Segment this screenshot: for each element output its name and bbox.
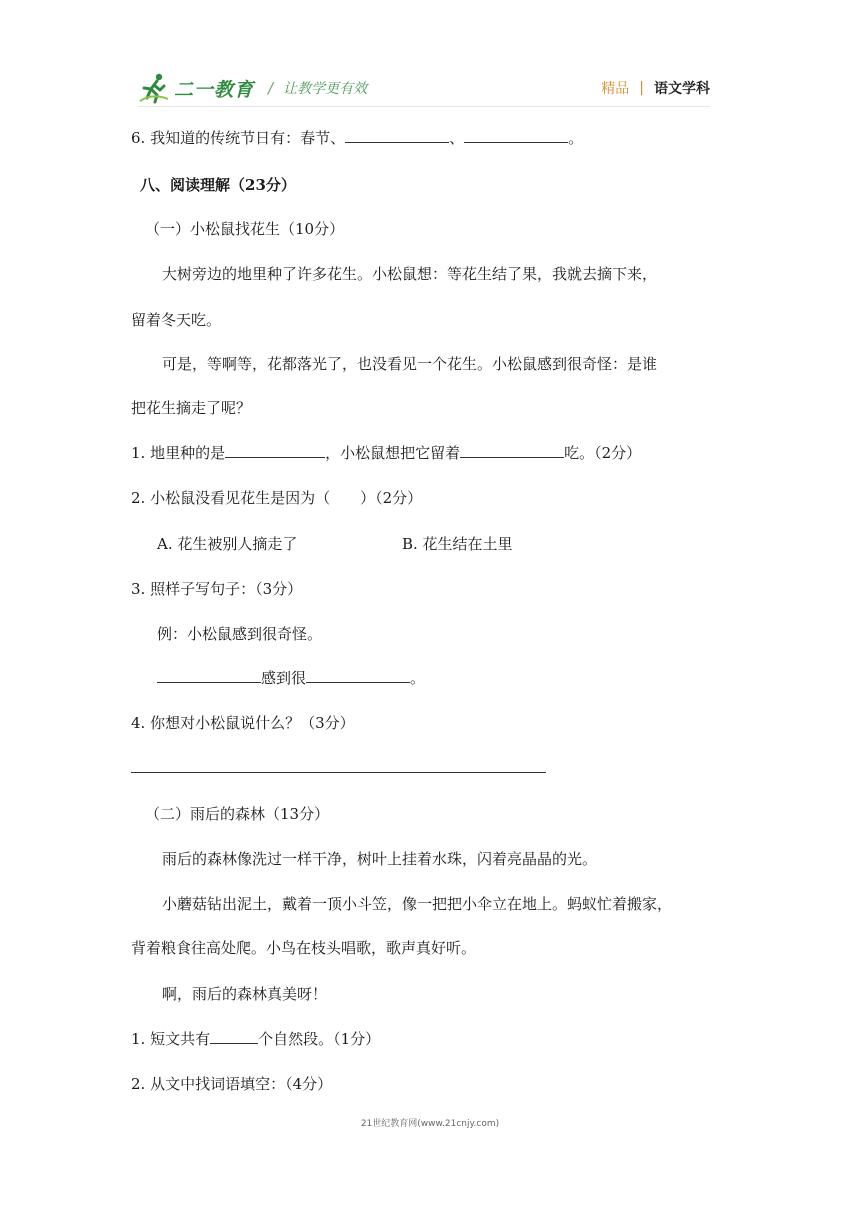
subject-label: 语文学科 — [654, 81, 710, 97]
q3-answer-line — [157, 668, 425, 688]
q1-blank-1[interactable] — [225, 443, 325, 458]
q1-prefix: 1. 地里种的是 — [131, 444, 226, 462]
header-rule — [138, 106, 710, 107]
p2q1-end: 个自然段。（1分） — [258, 1030, 381, 1048]
question-6 — [131, 128, 583, 148]
part-1-question-1 — [131, 443, 641, 463]
q6-blank-1[interactable] — [345, 128, 449, 143]
q3-blank-2[interactable] — [306, 668, 410, 683]
passage-2-para-2-line-1: 小蘑菇钻出泥土，戴着一顶小斗笠，像一把把小伞立在地上。蚂蚁忙着搬家， — [162, 895, 673, 913]
q3-mid: 感到很 — [261, 669, 307, 687]
q6-blank-2[interactable] — [464, 128, 568, 143]
passage-1-para-1-line-1: 大树旁边的地里种了许多花生。小松鼠想：等花生结了果，我就去摘下来， — [162, 265, 658, 283]
page-footer: 21世纪教育网(www.21cnjy.com) — [360, 1119, 500, 1129]
q6-prefix: 6. 我知道的传统节日有：春节、 — [131, 129, 346, 147]
part-1-title: （一）小松鼠找花生（10分） — [145, 220, 345, 238]
passage-1-para-2-line-2: 把花生摘走了呢？ — [131, 399, 252, 417]
q3-end: 。 — [410, 669, 426, 687]
q1-mid: ，小松鼠想把它留着 — [325, 444, 461, 462]
passage-2-para-1: 雨后的森林像洗过一样干净，树叶上挂着水珠，闪着亮晶晶的光。 — [162, 850, 598, 868]
option-b[interactable]: B. 花生结在土里 — [402, 535, 513, 553]
section-8-title: 八、阅读理解（23分） — [140, 176, 296, 194]
part-1-question-2: 2. 小松鼠没看见花生是因为（ ）（2分） — [131, 489, 423, 507]
p2q1-prefix: 1. 短文共有 — [131, 1030, 211, 1048]
part-2-title: （二）雨后的森林（13分） — [145, 805, 330, 823]
q1-end: 吃。（2分） — [564, 444, 642, 462]
slogan: 让教学更有效 — [283, 81, 368, 97]
q1-blank-2[interactable] — [460, 443, 564, 458]
quality-label: 精品 — [601, 81, 630, 97]
header-divider: | — [639, 80, 644, 96]
passage-1-para-1-line-2: 留着冬天吃。 — [131, 311, 222, 329]
header-right — [601, 78, 710, 98]
part-1-question-4: 4. 你想对小松鼠说什么？（3分） — [131, 714, 355, 732]
header-separator: / — [268, 79, 274, 97]
passage-2-para-2-line-2: 背着粮食往高处爬。小鸟在枝头唱歌，歌声真好听。 — [131, 939, 477, 957]
q6-sep: 、 — [449, 129, 465, 147]
p2q1-blank[interactable] — [210, 1029, 258, 1044]
brand-logo — [138, 70, 367, 106]
part-2-question-1 — [131, 1029, 380, 1049]
passage-1-para-2-line-1: 可是，等啊等，花都落光了，也没看见一个花生。小松鼠感到很奇怪：是谁 — [162, 355, 658, 373]
option-a[interactable]: A. 花生被别人摘走了 — [157, 535, 298, 553]
q3-example: 例：小松鼠感到很奇怪。 — [157, 625, 323, 643]
q3-blank-1[interactable] — [157, 668, 261, 683]
part-2-question-2: 2. 从文中找词语填空：（4分） — [131, 1075, 333, 1093]
q6-end: 。 — [568, 129, 584, 147]
q4-answer-line[interactable] — [131, 772, 546, 773]
part-1-question-3: 3. 照样子写句子：（3分） — [131, 580, 303, 598]
page-header — [0, 0, 860, 110]
running-man-logo-icon — [138, 71, 172, 105]
passage-2-para-3: 啊，雨后的森林真美呀！ — [162, 985, 328, 1003]
logo-text: 二一教育 — [174, 78, 255, 101]
